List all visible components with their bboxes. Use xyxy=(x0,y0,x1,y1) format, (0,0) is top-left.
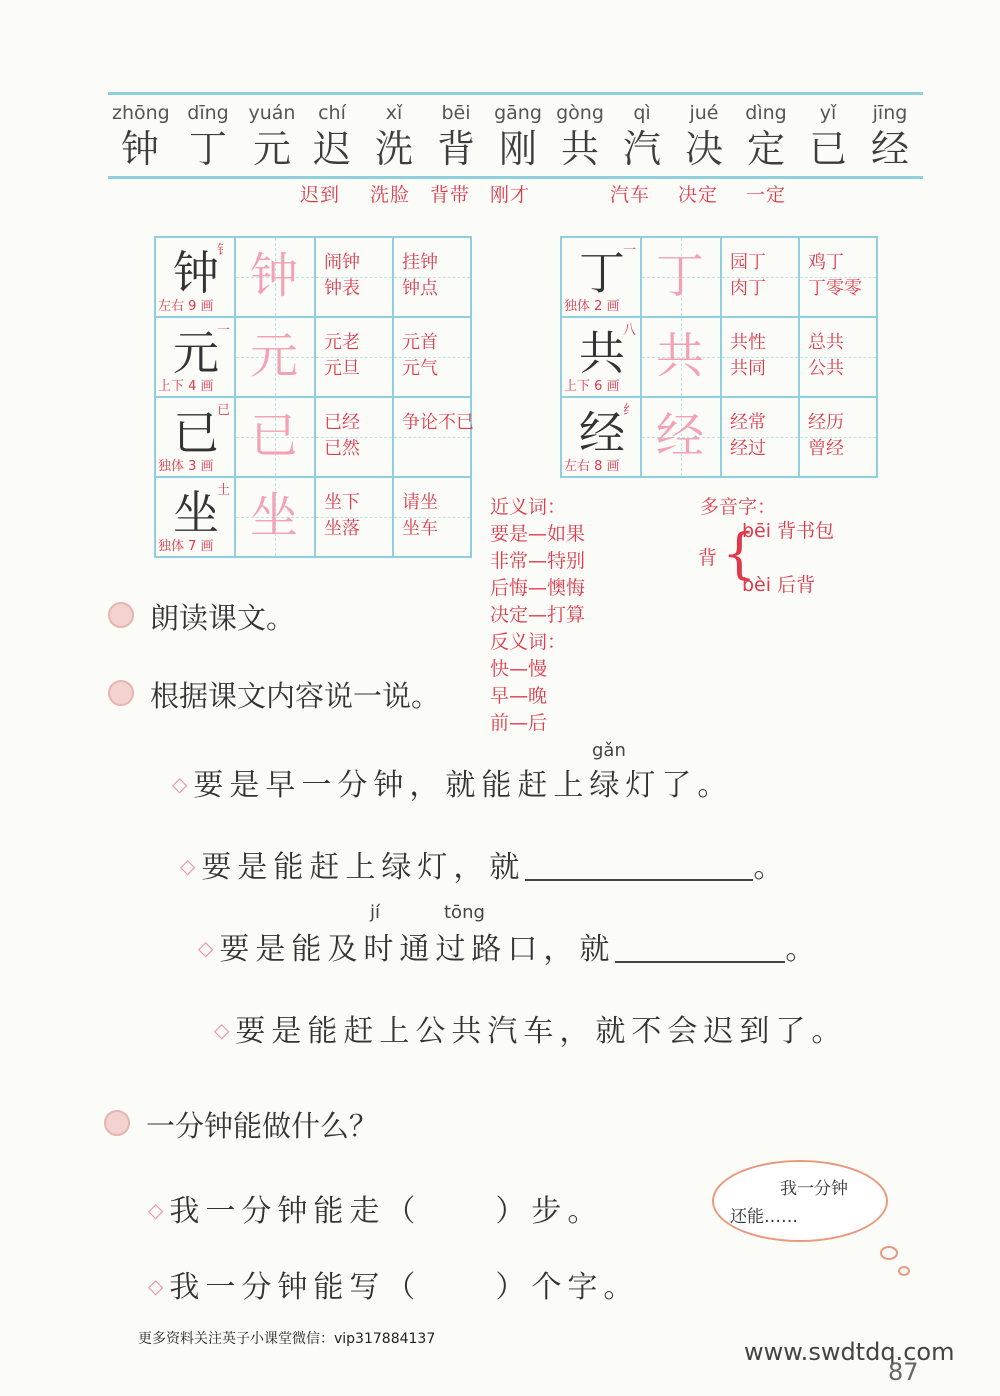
synonym-item: 后悔—懊悔 xyxy=(490,577,586,599)
header-hanzi: 丁 xyxy=(188,127,227,171)
header-hanzi: 经 xyxy=(870,127,909,171)
grid-row xyxy=(155,237,471,317)
header-char xyxy=(552,100,608,172)
grid-char-cell xyxy=(561,397,641,477)
grid-words-cell xyxy=(799,397,877,477)
grid-word: 坐下 xyxy=(324,492,360,513)
grid-words-cell xyxy=(799,317,877,397)
header-pinyin: jué xyxy=(689,102,719,124)
grid-word: 经过 xyxy=(730,438,766,459)
grid-word: 鸡丁 xyxy=(808,252,844,273)
synonym-title: 近义词： xyxy=(490,496,567,518)
antonym-item: 快—慢 xyxy=(490,658,548,680)
header-char xyxy=(304,100,360,172)
grid-radical: 一 xyxy=(622,243,636,258)
header-char xyxy=(180,100,236,172)
polyphone-reading-2: bèi 后背 xyxy=(742,574,816,596)
grid-words-cell xyxy=(315,317,393,397)
header-char xyxy=(490,100,546,172)
grid-strokes: 左右 8 画 xyxy=(564,459,620,474)
question-2: ◇ 我一分钟能写（ ）个字。 xyxy=(148,1270,640,1305)
grid-strokes: 上下 4 画 xyxy=(158,379,214,394)
grid-trace-cell xyxy=(235,237,315,317)
footer-note: 更多资料关注英子小课堂微信：vip317884137 xyxy=(138,1331,436,1347)
grid-row xyxy=(155,397,471,477)
grid-trace-char: 已 xyxy=(249,408,298,464)
header-char xyxy=(112,100,168,172)
polyphone-char: 背 xyxy=(698,547,718,569)
grid-words-cell xyxy=(315,237,393,317)
grid-word: 元气 xyxy=(402,358,438,379)
grid-char-cell xyxy=(155,317,235,397)
grid-row xyxy=(561,237,877,317)
grid-word: 请坐 xyxy=(402,492,438,513)
header-hanzi: 共 xyxy=(560,127,599,171)
grid-trace-char: 坐 xyxy=(249,488,298,544)
grid-char: 元 xyxy=(173,326,219,380)
grid-strokes: 独体 7 画 xyxy=(158,539,214,554)
grid-radical: 土 xyxy=(216,483,230,498)
synonym-item: 要是—如果 xyxy=(490,523,586,545)
grid-word: 钟表 xyxy=(324,278,360,299)
diamond-icon: ◇ xyxy=(214,1018,230,1042)
grid-word: 已经 xyxy=(324,412,360,433)
header-pinyin: dìng xyxy=(745,102,787,124)
grid-words-cell xyxy=(393,237,471,317)
section-think-icon xyxy=(104,1110,130,1136)
sentence-4: ◇ 要是能赶上公共汽车，就不会迟到了。 xyxy=(214,1014,848,1049)
header-hanzi: 决 xyxy=(684,127,723,171)
answer-blank-2[interactable] xyxy=(615,961,785,963)
grid-word: 经历 xyxy=(808,412,844,433)
grid-strokes: 左右 9 画 xyxy=(158,299,214,314)
header-char xyxy=(244,100,300,172)
char-grid-right xyxy=(560,236,878,478)
diamond-icon: ◇ xyxy=(148,1274,164,1298)
diamond-icon: ◇ xyxy=(180,854,196,878)
pinyin-tong: tōng xyxy=(444,902,485,923)
polyphone-title: 多音字： xyxy=(700,496,777,518)
grid-row xyxy=(155,317,471,397)
grid-word: 已然 xyxy=(324,438,360,459)
grid-words-cell xyxy=(721,317,799,397)
word-note-6: 决定 xyxy=(678,184,719,206)
grid-trace-cell xyxy=(641,397,721,477)
diamond-icon: ◇ xyxy=(172,772,188,796)
header-hanzi: 刚 xyxy=(498,127,537,171)
header-char xyxy=(614,100,670,172)
grid-word: 共同 xyxy=(730,358,766,379)
header-pinyin: chí xyxy=(318,102,346,124)
word-note-4: 刚才 xyxy=(490,184,531,206)
grid-char-cell xyxy=(155,477,235,557)
header-pinyin: yuán xyxy=(248,102,296,124)
header-hanzi: 洗 xyxy=(374,127,413,171)
watermark: www.swdtdq.com xyxy=(744,1338,955,1366)
header-hanzi: 钟 xyxy=(120,127,159,171)
grid-words-cell xyxy=(721,237,799,317)
grid-word: 公共 xyxy=(808,358,844,379)
grid-char: 坐 xyxy=(173,486,219,540)
answer-blank-1[interactable] xyxy=(525,879,753,881)
grid-words-cell xyxy=(393,477,471,557)
grid-char-cell xyxy=(155,237,235,317)
grid-words-cell xyxy=(393,317,471,397)
grid-word: 丁零零 xyxy=(808,278,862,299)
header-pinyin: yǐ xyxy=(819,102,837,124)
grid-radical: 钅 xyxy=(216,243,230,258)
grid-trace-char: 元 xyxy=(249,328,298,384)
grid-char: 经 xyxy=(579,406,625,460)
grid-word: 共性 xyxy=(730,332,766,353)
synonym-item: 非常—特别 xyxy=(490,550,586,572)
sentence-2: ◇ 要是能赶上绿灯，就 。 xyxy=(180,850,790,885)
antonym-item: 前—后 xyxy=(490,712,548,734)
grid-words-cell xyxy=(315,397,393,477)
antonym-item: 早—晚 xyxy=(490,685,548,707)
header-hanzi: 迟 xyxy=(312,127,351,171)
pinyin-ji: jí xyxy=(370,902,381,923)
header-hanzi: 元 xyxy=(252,127,291,171)
section-read-title: 朗读课文。 xyxy=(150,601,296,635)
synonym-antonym-notes xyxy=(490,494,585,737)
grid-char: 钟 xyxy=(173,246,219,300)
grid-trace-cell xyxy=(235,397,315,477)
grid-word: 争论不已 xyxy=(402,412,474,433)
grid-word: 元老 xyxy=(324,332,360,353)
grid-radical: 一 xyxy=(216,323,230,338)
header-pinyin: qì xyxy=(633,102,651,124)
grid-trace-char: 经 xyxy=(655,408,704,464)
bubble-dot-icon xyxy=(880,1246,898,1260)
grid-word: 挂钟 xyxy=(402,252,438,273)
grid-word: 坐落 xyxy=(324,518,360,539)
grid-word: 肉丁 xyxy=(730,278,766,299)
bubble-line-1: 我一分钟 xyxy=(780,1179,848,1199)
grid-word: 总共 xyxy=(808,332,844,353)
grid-row xyxy=(561,397,877,477)
header-char xyxy=(676,100,732,172)
section-speak-icon xyxy=(108,680,134,706)
section-think-title: 一分钟能做什么？ xyxy=(146,1109,379,1143)
question-1: ◇ 我一分钟能走（ ）步。 xyxy=(148,1194,604,1229)
grid-char: 已 xyxy=(173,406,219,460)
pinyin-gan: gǎn xyxy=(592,740,626,761)
header-char xyxy=(738,100,794,172)
diamond-icon: ◇ xyxy=(148,1198,164,1222)
grid-char-cell xyxy=(561,317,641,397)
polyphone-brace-icon: { xyxy=(722,522,757,585)
header-char xyxy=(428,100,484,172)
thought-bubble xyxy=(712,1160,888,1242)
section-read-icon xyxy=(108,602,134,628)
header-char xyxy=(800,100,856,172)
word-note-5: 汽车 xyxy=(610,184,651,206)
header-hanzi: 已 xyxy=(808,127,847,171)
grid-trace-cell xyxy=(641,237,721,317)
grid-words-cell xyxy=(315,477,393,557)
grid-radical: 八 xyxy=(622,323,636,338)
grid-row xyxy=(155,477,471,557)
grid-word: 坐车 xyxy=(402,518,438,539)
page-number: 87 xyxy=(888,1358,919,1386)
header-hanzi: 背 xyxy=(436,127,475,171)
grid-word: 闹钟 xyxy=(324,252,360,273)
header-pinyin: dīng xyxy=(187,102,229,124)
header-pinyin: gāng xyxy=(494,102,542,124)
bubble-dot-icon xyxy=(898,1266,910,1276)
grid-radical: 纟 xyxy=(622,403,636,418)
grid-trace-cell xyxy=(235,477,315,557)
grid-char-cell xyxy=(155,397,235,477)
section-speak-title: 根据课文内容说一说。 xyxy=(150,679,441,713)
header-hanzi: 汽 xyxy=(622,127,661,171)
grid-trace-cell xyxy=(235,317,315,397)
grid-word: 曾经 xyxy=(808,438,844,459)
grid-trace-char: 丁 xyxy=(655,248,704,304)
word-note-7: 一定 xyxy=(746,184,787,206)
grid-strokes: 独体 3 画 xyxy=(158,459,214,474)
grid-trace-char: 钟 xyxy=(249,248,298,304)
header-pinyin: zhōng xyxy=(112,102,170,124)
grid-word: 园丁 xyxy=(730,252,766,273)
grid-char: 共 xyxy=(579,326,625,380)
grid-word: 经常 xyxy=(730,412,766,433)
word-note-3: 背带 xyxy=(430,184,471,206)
grid-words-cell xyxy=(721,397,799,477)
header-char xyxy=(862,100,918,172)
grid-trace-cell xyxy=(641,317,721,397)
sentence-1: ◇ 要是早一分钟，就能赶上绿灯了。 xyxy=(172,768,734,803)
header-top-rule xyxy=(108,92,923,95)
header-pinyin: bēi xyxy=(441,102,471,124)
grid-word: 元首 xyxy=(402,332,438,353)
grid-strokes: 独体 2 画 xyxy=(564,299,620,314)
header-pinyin: jīng xyxy=(872,102,908,124)
grid-strokes: 上下 6 画 xyxy=(564,379,620,394)
grid-radical: 已 xyxy=(216,403,230,418)
grid-char: 丁 xyxy=(579,246,625,300)
grid-word: 元旦 xyxy=(324,358,360,379)
word-note-2: 洗脸 xyxy=(370,184,411,206)
word-note-1: 迟到 xyxy=(300,184,341,206)
header-bottom-rule xyxy=(108,176,923,179)
bubble-line-2: 还能…… xyxy=(730,1207,798,1227)
grid-row xyxy=(561,317,877,397)
grid-trace-char: 共 xyxy=(655,328,704,384)
grid-word: 钟点 xyxy=(402,278,438,299)
grid-words-cell xyxy=(799,237,877,317)
header-pinyin: xǐ xyxy=(385,102,403,124)
synonym-item: 决定—打算 xyxy=(490,604,586,626)
header-hanzi: 定 xyxy=(746,127,785,171)
header-pinyin: gòng xyxy=(556,102,604,124)
diamond-icon: ◇ xyxy=(198,936,214,960)
grid-words-cell xyxy=(393,397,474,477)
sentence-3: ◇ 要是能及时通过路口，就 。 xyxy=(198,932,822,967)
char-grid-left xyxy=(154,236,472,558)
antonym-title: 反义词： xyxy=(490,631,567,653)
header-char xyxy=(366,100,422,172)
grid-char-cell xyxy=(561,237,641,317)
polyphone-reading-1: bēi 背书包 xyxy=(742,520,835,542)
